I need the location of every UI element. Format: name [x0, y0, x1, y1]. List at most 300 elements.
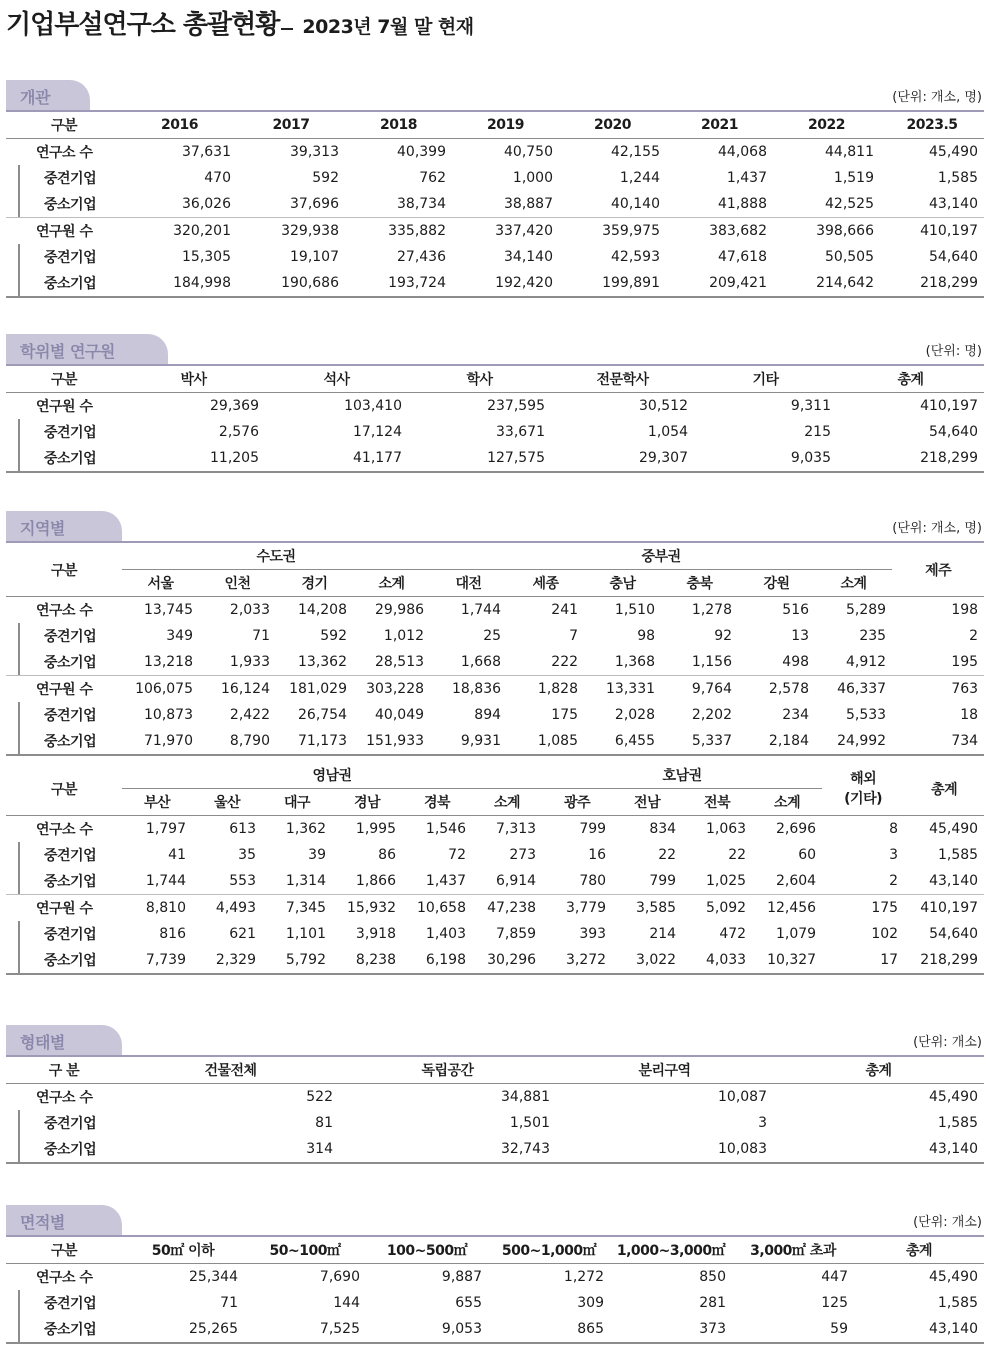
table-row — [6, 702, 984, 728]
cell-value: 29,307 — [551, 445, 694, 472]
cell-value: 7,859 — [495, 926, 537, 942]
cell-value: 7,345 — [262, 895, 332, 922]
cell-value: 470 — [204, 170, 231, 186]
cell-value: 241 — [551, 602, 579, 618]
cell-value: 44,811 — [825, 144, 874, 160]
cell-value: 3,918 — [355, 926, 396, 942]
column-header: 소계 — [472, 789, 542, 816]
cell-value: 11,205 — [122, 445, 265, 472]
cell-value: 71,173 — [276, 728, 353, 755]
cell-value: 45,490 — [929, 1089, 978, 1105]
cell-value: 8,790 — [199, 728, 276, 755]
table-row — [6, 816, 984, 843]
column-header: 서울 — [122, 570, 199, 597]
cell-value: 45,490 — [929, 1269, 978, 1285]
cell-value: 9,931 — [430, 728, 507, 755]
cell-value: 3,779 — [542, 895, 612, 922]
column-header: 광주 — [542, 789, 612, 816]
cell-value: 222 — [551, 654, 579, 670]
cell-value: 2,576 — [218, 424, 259, 440]
cell-value: 762 — [419, 170, 446, 186]
cell-value: 42,525 — [825, 196, 874, 212]
row-label: 중견기업 — [6, 244, 122, 270]
cell-value: 2,604 — [776, 873, 817, 889]
cell-value: 5,792 — [262, 947, 332, 974]
section-area — [6, 1205, 984, 1344]
row-label: 중견기업 — [6, 842, 122, 868]
row-label: 중견기업 — [6, 623, 122, 649]
table-row — [6, 728, 984, 755]
row-label: 연구소 수 — [36, 1270, 93, 1286]
table-row — [6, 1316, 984, 1343]
cell-value: 273 — [509, 847, 537, 863]
row-label: 중소기업 — [6, 728, 122, 755]
cell-value: 199,891 — [559, 270, 666, 297]
row-label: 연구소 수 — [36, 1090, 93, 1106]
row-label: 중견기업 — [6, 419, 122, 445]
section-header — [6, 511, 984, 543]
cell-value: 42,593 — [611, 249, 660, 265]
cell-value: 1,156 — [691, 654, 733, 670]
degree-table — [6, 366, 984, 473]
cell-value: 71,970 — [122, 728, 199, 755]
cell-value: 3 — [758, 1115, 767, 1131]
cell-value: 16,124 — [199, 676, 276, 703]
column-header: 학사 — [408, 366, 551, 393]
cell-value: 13,218 — [144, 654, 193, 670]
cell-value: 1,510 — [614, 602, 656, 618]
column-header-corner: 구분 — [6, 366, 122, 393]
cell-value: 2,202 — [691, 707, 733, 723]
cell-value: 15,305 — [182, 249, 231, 265]
row-label: 중소기업 — [6, 445, 122, 472]
cell-value: 2 — [969, 628, 979, 644]
title-text: 기업부설연구소 총괄현황 — [6, 10, 280, 40]
cell-value: 44,068 — [718, 144, 767, 160]
group-header: 수도권 — [122, 543, 430, 570]
cell-value: 1,744 — [460, 602, 502, 618]
cell-value: 40,750 — [504, 144, 553, 160]
cell-value: 655 — [455, 1295, 482, 1311]
cell-value: 13,362 — [298, 654, 347, 670]
page-title — [6, 4, 474, 40]
column-header: 2023.5 — [880, 112, 984, 139]
cell-value: 329,938 — [237, 218, 345, 245]
cell-value: 1,744 — [145, 873, 186, 889]
table-row — [6, 393, 984, 420]
cell-value: 16 — [588, 847, 607, 863]
cell-value: 38,887 — [504, 196, 553, 212]
cell-value: 1,054 — [647, 424, 688, 440]
abroad-label: 해외 — [850, 770, 877, 787]
cell-value: 5,092 — [682, 895, 752, 922]
cell-value: 4,493 — [192, 895, 262, 922]
cell-value: 184,998 — [122, 270, 237, 297]
cell-value: 2,184 — [738, 728, 815, 755]
row-label: 연구원 수 — [6, 895, 122, 922]
cell-value: 1,585 — [937, 1295, 978, 1311]
cell-value: 14,208 — [298, 602, 347, 618]
section-tab: 형태별 — [6, 1025, 122, 1055]
table-row — [6, 1110, 984, 1136]
cell-value: 6,914 — [495, 873, 537, 889]
cell-value: 38,734 — [397, 196, 446, 212]
column-header-corner: 구 분 — [6, 1057, 122, 1084]
cell-value: 41 — [168, 847, 186, 863]
column-header: 50~100㎡ — [244, 1237, 366, 1264]
cell-value: 349 — [166, 628, 193, 644]
cell-value: 98 — [637, 628, 656, 644]
cell-value: 1,403 — [425, 926, 466, 942]
cell-value: 1,079 — [776, 926, 817, 942]
cell-value: 894 — [474, 707, 502, 723]
column-header: 2022 — [773, 112, 880, 139]
cell-value: 29,986 — [375, 602, 425, 618]
cell-value: 103,410 — [344, 398, 402, 414]
cell-value: 41,888 — [718, 196, 767, 212]
cell-value: 3,272 — [542, 947, 612, 974]
cell-value: 45,490 — [929, 821, 979, 837]
cell-value: 234 — [782, 707, 810, 723]
cell-value: 834 — [649, 821, 677, 837]
cell-value: 553 — [229, 873, 256, 889]
column-header: 대구 — [262, 789, 332, 816]
cell-value: 47,618 — [718, 249, 767, 265]
cell-value: 2,578 — [738, 676, 815, 703]
cell-value: 2 — [889, 873, 899, 889]
cell-value: 410,197 — [904, 895, 984, 922]
cell-value: 6,198 — [402, 947, 472, 974]
cell-value: 41,177 — [265, 445, 408, 472]
cell-value: 195 — [951, 654, 979, 670]
cell-value: 2,422 — [229, 707, 270, 723]
cell-value: 1,314 — [285, 873, 326, 889]
cell-value: 592 — [312, 170, 339, 186]
column-header-corner: 구분 — [6, 1237, 122, 1264]
row-label: 연구원 수 — [36, 399, 93, 415]
section-tab: 개관 — [6, 80, 90, 110]
cell-value: 54,640 — [929, 424, 978, 440]
row-label: 중견기업 — [6, 1290, 122, 1316]
cell-value: 1,585 — [937, 170, 978, 186]
cell-value: 373 — [610, 1316, 732, 1343]
cell-value: 15,932 — [332, 895, 402, 922]
cell-value: 5,289 — [846, 602, 887, 618]
cell-value: 13,745 — [144, 602, 193, 618]
cell-value: 209,421 — [666, 270, 773, 297]
cell-value: 40,049 — [375, 707, 425, 723]
cell-value: 151,933 — [353, 728, 430, 755]
region-table-1 — [6, 543, 984, 756]
column-header: 100~500㎡ — [366, 1237, 488, 1264]
table-row — [6, 244, 984, 270]
row-label: 연구원 수 — [6, 676, 122, 703]
cell-value: 7,739 — [122, 947, 192, 974]
row-label: 중소기업 — [6, 1136, 122, 1163]
cell-value: 799 — [649, 873, 677, 889]
cell-value: 314 — [122, 1136, 339, 1163]
cell-value: 5,533 — [846, 707, 887, 723]
table-row — [6, 868, 984, 895]
cell-value: 3,022 — [612, 947, 682, 974]
section-header — [6, 1025, 984, 1057]
cell-value: 175 — [551, 707, 579, 723]
group-header: 영남권 — [122, 762, 542, 789]
cell-value: 30,296 — [472, 947, 542, 974]
cell-value: 1,797 — [145, 821, 186, 837]
cell-value: 1,546 — [425, 821, 466, 837]
column-header: 2017 — [237, 112, 345, 139]
table-row — [6, 649, 984, 676]
column-header: 2016 — [122, 112, 237, 139]
cell-value: 816 — [159, 926, 186, 942]
cell-value: 35 — [238, 847, 256, 863]
cell-value: 43,140 — [929, 873, 979, 889]
column-header: 충남 — [584, 570, 661, 597]
cell-value: 1,101 — [285, 926, 326, 942]
column-header-last: 총계 — [904, 762, 984, 816]
cell-value: 1,585 — [937, 1115, 978, 1131]
row-label: 중견기업 — [6, 702, 122, 728]
cell-value: 1,278 — [691, 602, 733, 618]
cell-value: 592 — [320, 628, 347, 644]
table-row — [6, 218, 984, 245]
cell-value: 613 — [229, 821, 256, 837]
column-header: 기타 — [694, 366, 837, 393]
column-header: 분리구역 — [556, 1057, 773, 1084]
unit-label: (단위: 개소, 명) — [892, 90, 982, 105]
cell-value: 472 — [719, 926, 747, 942]
column-header: 박사 — [122, 366, 265, 393]
section-header — [6, 1205, 984, 1237]
table-row — [6, 1084, 984, 1111]
cell-value: 40,140 — [611, 196, 660, 212]
column-header: 소계 — [353, 570, 430, 597]
cell-value: 12,456 — [752, 895, 822, 922]
cell-value: 337,420 — [452, 218, 559, 245]
column-header: 경북 — [402, 789, 472, 816]
table-row — [6, 165, 984, 191]
cell-value: 18 — [960, 707, 979, 723]
row-label: 연구소 수 — [36, 145, 93, 161]
table-row — [6, 597, 984, 624]
cell-value: 383,682 — [666, 218, 773, 245]
section-overview — [6, 80, 984, 298]
cell-value: 7,313 — [495, 821, 537, 837]
row-label: 중견기업 — [6, 1110, 122, 1136]
cell-value: 865 — [488, 1316, 610, 1343]
column-header: 1,000~3,000㎡ — [610, 1237, 732, 1264]
cell-value: 1,085 — [507, 728, 584, 755]
cell-value: 1,244 — [619, 170, 660, 186]
column-header: 울산 — [192, 789, 262, 816]
column-header: 전남 — [612, 789, 682, 816]
cell-value: 398,666 — [773, 218, 880, 245]
cell-value: 4,033 — [682, 947, 752, 974]
column-header: 부산 — [122, 789, 192, 816]
cell-value: 106,075 — [122, 676, 199, 703]
column-header: 대전 — [430, 570, 507, 597]
cell-value: 235 — [859, 628, 887, 644]
cell-value: 192,420 — [452, 270, 559, 297]
cell-value: 8 — [889, 821, 899, 837]
section-type — [6, 1025, 984, 1164]
cell-value: 734 — [892, 728, 984, 755]
column-header: 총계 — [773, 1057, 984, 1084]
row-label: 중견기업 — [6, 165, 122, 191]
cell-value: 3 — [889, 847, 899, 863]
cell-value: 10,658 — [402, 895, 472, 922]
cell-value: 26,754 — [298, 707, 347, 723]
area-table — [6, 1237, 984, 1344]
cell-value: 9,311 — [790, 398, 831, 414]
cell-value: 1,866 — [355, 873, 396, 889]
unit-label: (단위: 개소) — [913, 1035, 982, 1050]
cell-value: 45,490 — [929, 144, 978, 160]
column-header-corner: 구분 — [6, 762, 122, 816]
section-tab: 지역별 — [6, 511, 122, 541]
cell-value: 410,197 — [920, 398, 978, 414]
cell-value: 19,107 — [290, 249, 339, 265]
cell-value: 1,828 — [507, 676, 584, 703]
column-header: 충북 — [661, 570, 738, 597]
cell-value: 13,331 — [584, 676, 661, 703]
cell-value: 1,368 — [614, 654, 656, 670]
cell-value: 522 — [306, 1089, 333, 1105]
column-header: 2018 — [345, 112, 452, 139]
table-row — [6, 445, 984, 472]
cell-value: 498 — [782, 654, 810, 670]
column-header: 석사 — [265, 366, 408, 393]
cell-value: 13 — [791, 628, 810, 644]
column-header: 2020 — [559, 112, 666, 139]
cell-value: 17,124 — [353, 424, 402, 440]
cell-value: 43,140 — [854, 1316, 984, 1343]
column-header-corner: 구분 — [6, 112, 122, 139]
cell-value: 335,882 — [345, 218, 452, 245]
cell-value: 218,299 — [904, 947, 984, 974]
cell-value: 24,992 — [815, 728, 892, 755]
column-header-abroad — [822, 762, 904, 816]
row-label: 중소기업 — [6, 1316, 122, 1343]
cell-value: 43,140 — [929, 196, 978, 212]
cell-value: 36,026 — [182, 196, 231, 212]
cell-value: 25,344 — [189, 1269, 238, 1285]
cell-value: 29,369 — [210, 398, 259, 414]
cell-value: 2,329 — [192, 947, 262, 974]
table-row — [6, 676, 984, 703]
cell-value: 39,313 — [290, 144, 339, 160]
cell-value: 516 — [782, 602, 810, 618]
title-dash — [281, 28, 293, 30]
cell-value: 850 — [699, 1269, 726, 1285]
row-label: 중소기업 — [6, 649, 122, 676]
group-header: 호남권 — [542, 762, 822, 789]
group-header: 중부권 — [430, 543, 892, 570]
cell-value: 22 — [658, 847, 677, 863]
cell-value: 193,724 — [345, 270, 452, 297]
column-header: 2019 — [452, 112, 559, 139]
row-label: 중소기업 — [6, 191, 122, 218]
table-row — [6, 1264, 984, 1291]
cell-value: 1,025 — [705, 873, 747, 889]
table-row — [6, 921, 984, 947]
cell-value: 27,436 — [397, 249, 446, 265]
cell-value: 71 — [252, 628, 270, 644]
cell-value: 86 — [378, 847, 396, 863]
cell-value: 9,053 — [366, 1316, 488, 1343]
row-label: 연구원 수 — [6, 218, 122, 245]
column-header: 건물전체 — [122, 1057, 339, 1084]
cell-value: 3,585 — [612, 895, 682, 922]
cell-value: 54,640 — [929, 926, 979, 942]
cell-value: 17 — [822, 947, 904, 974]
table-row — [6, 191, 984, 218]
cell-value: 40,399 — [397, 144, 446, 160]
cell-value: 59 — [732, 1316, 854, 1343]
cell-value: 1,012 — [383, 628, 425, 644]
subtitle-text: 2023년 7월 말 현재 — [302, 16, 474, 38]
cell-value: 9,035 — [694, 445, 837, 472]
column-header: 50㎡ 이하 — [122, 1237, 244, 1264]
cell-value: 7,525 — [244, 1316, 366, 1343]
cell-value: 81 — [315, 1115, 333, 1131]
cell-value: 10,083 — [556, 1136, 773, 1163]
cell-value: 28,513 — [375, 654, 425, 670]
cell-value: 1,437 — [425, 873, 466, 889]
cell-value: 127,575 — [408, 445, 551, 472]
overview-table — [6, 112, 984, 298]
cell-value: 218,299 — [837, 445, 984, 472]
cell-value: 309 — [577, 1295, 604, 1311]
cell-value: 1,585 — [938, 847, 979, 863]
cell-value: 780 — [579, 873, 607, 889]
cell-value: 1,519 — [833, 170, 874, 186]
column-header: 소계 — [752, 789, 822, 816]
cell-value: 763 — [892, 676, 984, 703]
cell-value: 359,975 — [559, 218, 666, 245]
row-label: 중소기업 — [6, 947, 122, 974]
column-header: 3,000㎡ 초과 — [732, 1237, 854, 1264]
column-header: 전문학사 — [551, 366, 694, 393]
row-label: 중견기업 — [6, 921, 122, 947]
cell-value: 25 — [483, 628, 502, 644]
column-header: 총계 — [854, 1237, 984, 1264]
row-label: 연구소 수 — [36, 603, 93, 619]
cell-value: 1,000 — [512, 170, 553, 186]
cell-value: 303,228 — [353, 676, 430, 703]
table-row — [6, 270, 984, 297]
cell-value: 102 — [871, 926, 899, 942]
cell-value: 37,696 — [290, 196, 339, 212]
cell-value: 7 — [569, 628, 579, 644]
cell-value: 32,743 — [339, 1136, 556, 1163]
column-header: 세종 — [507, 570, 584, 597]
unit-label: (단위: 개소) — [913, 1215, 982, 1230]
cell-value: 214,642 — [773, 270, 880, 297]
column-header-last: 제주 — [892, 543, 984, 597]
cell-value: 10,327 — [752, 947, 822, 974]
section-region — [6, 511, 984, 975]
cell-value: 92 — [714, 628, 733, 644]
column-header: 경남 — [332, 789, 402, 816]
column-header: 총계 — [837, 366, 984, 393]
column-header: 500~1,000㎡ — [488, 1237, 610, 1264]
cell-value: 799 — [579, 821, 607, 837]
cell-value: 175 — [822, 895, 904, 922]
cell-value: 1,063 — [705, 821, 747, 837]
cell-value: 1,272 — [563, 1269, 604, 1285]
